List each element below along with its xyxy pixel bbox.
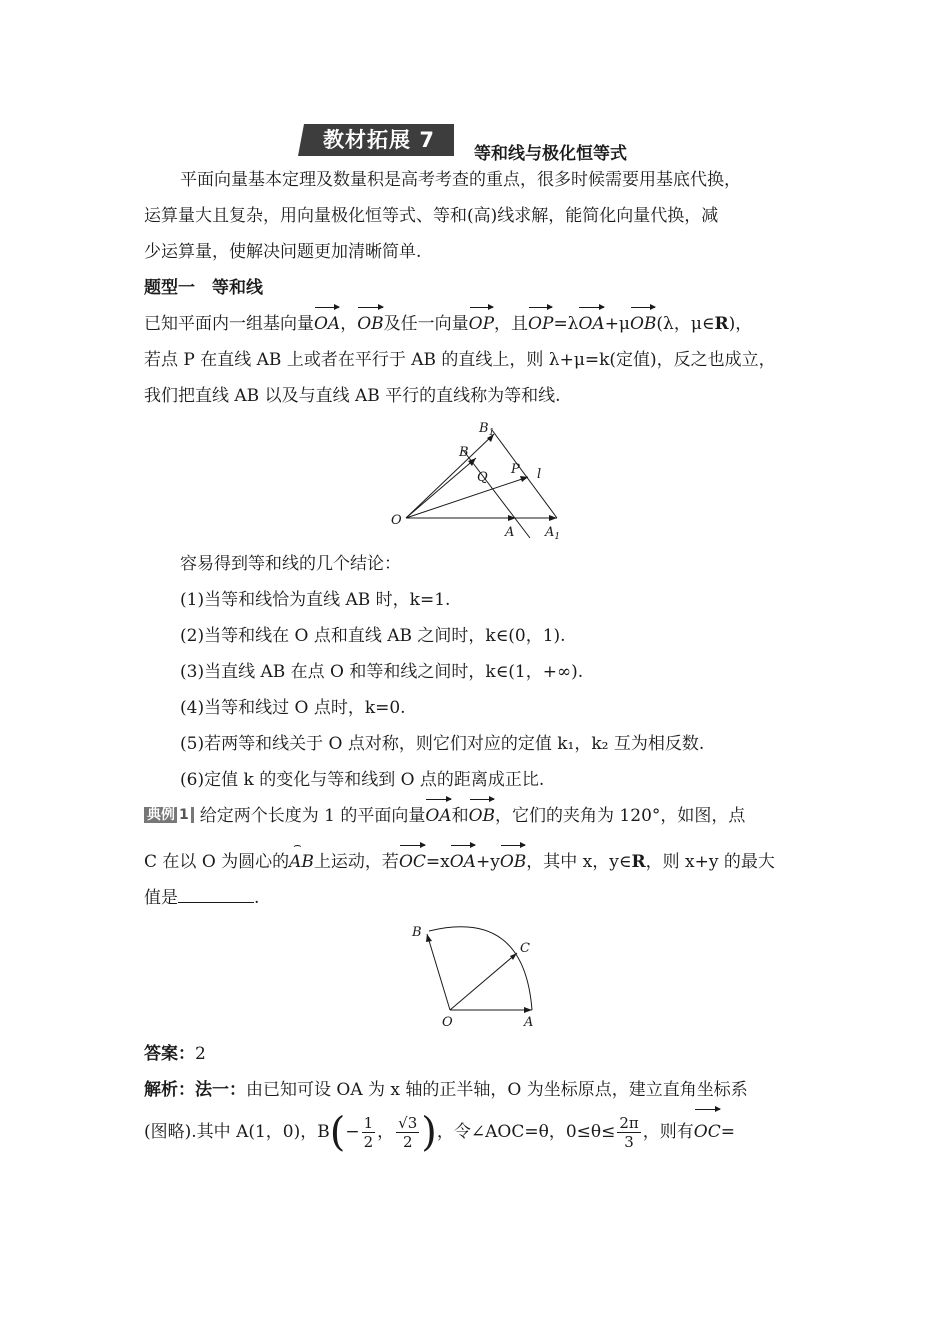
example-text: 上运动，若 — [313, 852, 399, 872]
example-badge-number: 1 — [179, 807, 189, 823]
conclusions-intro: 容易得到等和线的几个结论： — [180, 554, 401, 574]
example-text: ，它们的夹角为 120°，如图，点 — [495, 806, 746, 826]
answer-blank — [178, 886, 254, 903]
def-text: 已知平面内一组基向量 — [144, 314, 314, 334]
example-text: ，则 x+y 的最大 — [645, 852, 775, 872]
vector-op: OP — [528, 306, 553, 342]
frac-den: 2 — [402, 1133, 413, 1151]
solution-text: = — [720, 1122, 735, 1142]
solution-text: 由已知可设 OA 为 x 轴的正半轴，O 为坐标原点，建立直角坐标系 — [246, 1080, 748, 1100]
frac-num: √3 — [398, 1114, 418, 1132]
vector-oc: OC — [399, 844, 426, 880]
def-text: ， — [340, 314, 358, 334]
answer-label: 答案： — [144, 1044, 195, 1064]
conclusion-5: (5)若两等和线关于 O 点对称，则它们对应的定值 k₁，k₂ 互为相反数. — [180, 734, 705, 754]
intro-line-3: 少运算量，使解决问题更加清晰简单. — [144, 242, 422, 262]
example-text: +y — [475, 852, 500, 872]
solution-text: ，令∠AOC=θ，0≤θ≤ — [436, 1122, 616, 1142]
example-text: =x — [425, 852, 450, 872]
real-set: R — [631, 852, 646, 872]
label-b1 — [478, 421, 494, 438]
vector-oa: OA — [314, 306, 340, 342]
figure-1-svg — [144, 420, 809, 540]
conclusion-1: (1)当等和线恰为直线 AB 时，k=1. — [180, 590, 451, 610]
arrow-c — [510, 953, 517, 960]
label-b: B — [412, 925, 422, 940]
arrow-b — [426, 934, 432, 942]
frac-den: 3 — [624, 1133, 634, 1151]
section-title: 等和线与极化恒等式 — [474, 144, 627, 164]
example-line-3 — [144, 880, 809, 916]
label-p: P — [511, 462, 520, 477]
vector-oa: OA — [578, 306, 604, 342]
example-text: 值是 — [144, 888, 178, 908]
def-text: 及任一向量 — [383, 314, 469, 334]
arrow-a — [508, 515, 516, 521]
label-c: C — [520, 941, 530, 956]
def-text: (λ，μ∈ — [656, 314, 715, 334]
paren-right: ) — [421, 1109, 437, 1156]
arrow-a — [524, 1007, 532, 1013]
vector-oa: OA — [425, 798, 451, 834]
figure-equal-sum-lines — [144, 420, 809, 540]
definition-line-3: 我们把直线 AB 以及与直线 AB 平行的直线称为等和线. — [144, 386, 561, 406]
paren-left: ( — [329, 1109, 346, 1156]
example-text: ，其中 x，y∈ — [526, 852, 632, 872]
line-ob — [406, 458, 476, 518]
solution-line-2: (图略).其中 A(1，0)，B(− $\frac{1}{2}$ ， $\frac{√3}{2}$ )，令∠AOC=θ，0≤θ≤ $\frac{2\pi}{3}$ ，则有OC= — [144, 1109, 735, 1156]
label-o: O — [442, 1015, 453, 1030]
section-header — [144, 118, 809, 162]
section-badge: 教材拓展 7 — [304, 124, 454, 156]
answer-value: 2 — [195, 1044, 206, 1064]
vector-ob: OB — [357, 306, 383, 342]
vector-oc: OC — [694, 1108, 721, 1156]
vector-ob: OB — [469, 798, 495, 834]
line-oc — [450, 953, 517, 1010]
def-text: ，且 — [494, 314, 529, 334]
real-set: R — [714, 314, 729, 334]
label-a: A — [505, 525, 515, 540]
figure-2-svg — [144, 922, 809, 1030]
vector-oa: OA — [450, 844, 476, 880]
label-a1-sub: 1 — [554, 532, 561, 540]
line-l — [492, 430, 557, 518]
label-l: l — [537, 467, 542, 482]
label-q: Q — [477, 470, 488, 485]
example-line-1 — [144, 798, 809, 834]
def-text: +μ — [604, 314, 630, 334]
definition-line-1 — [144, 306, 809, 342]
example-line-2 — [144, 838, 809, 880]
arrow-p — [520, 476, 528, 482]
def-text: =λ — [553, 314, 579, 334]
definition-line-2: 若点 P 在直线 AB 上或者在平行于 AB 的直线上，则 λ+μ=k(定值)，反之也成立， — [144, 350, 776, 370]
label-b1-sub: 1 — [488, 428, 495, 438]
vector-ob: OB — [500, 844, 526, 880]
label-a: A — [524, 1015, 534, 1030]
label-b1-main: B — [479, 421, 489, 436]
fraction-2pi-3 — [617, 1114, 640, 1151]
example-badge — [144, 807, 194, 823]
frac-den: 2 — [363, 1133, 374, 1151]
conclusion-3: (3)当直线 AB 在点 O 和等和线之间时，k∈(1，+∞). — [180, 662, 584, 682]
vector-op: OP — [469, 306, 494, 342]
solution-text: (图略).其中 A(1，0)，B — [144, 1122, 330, 1142]
intro-line-1: 平面向量基本定理及数量积是高考考查的重点，很多时候需要用基底代换， — [180, 170, 741, 190]
arc-ab-curve — [429, 927, 532, 1010]
label-b: B — [459, 445, 469, 460]
solution-line-1 — [144, 1072, 809, 1108]
answer-line — [144, 1036, 809, 1072]
def-text: )， — [728, 314, 753, 334]
fraction-sqrt3-half — [396, 1114, 419, 1151]
frac-num: 1 — [363, 1114, 374, 1132]
section1-title: 题型一 等和线 — [144, 278, 263, 298]
conclusion-4: (4)当等和线过 O 点时，k=0. — [180, 698, 406, 718]
vector-ob: OB — [630, 306, 656, 342]
page — [144, 118, 809, 1156]
figure-arc — [144, 922, 809, 1030]
label-a1 — [544, 525, 560, 540]
conclusion-2: (2)当等和线在 O 点和直线 AB 之间时，k∈(0，1). — [180, 626, 566, 646]
arc-ab: ⌢ AB — [289, 838, 314, 880]
solution-text: ，则有 — [642, 1122, 694, 1142]
conclusion-6: (6)定值 k 的变化与等和线到 O 点的距离成正比. — [180, 770, 545, 790]
fraction-neg-half — [362, 1114, 376, 1151]
frac-num: 2π — [619, 1114, 639, 1132]
label-a1-main: A — [545, 525, 555, 540]
example-badge-text: 典例 — [147, 807, 175, 823]
example-text: 给定两个长度为 1 的平面向量 — [199, 806, 426, 826]
line-ob — [427, 934, 450, 1010]
example-text: 和 — [451, 806, 469, 826]
label-o: O — [391, 513, 402, 528]
intro-line-2: 运算量大且复杂，用向量极化恒等式、等和(高)线求解，能简化向量代换，减 — [144, 206, 719, 226]
solution-label: 解析：法一： — [144, 1080, 246, 1100]
example-text: . — [254, 888, 260, 908]
example-text: C 在以 O 为圆心的 — [144, 852, 290, 872]
